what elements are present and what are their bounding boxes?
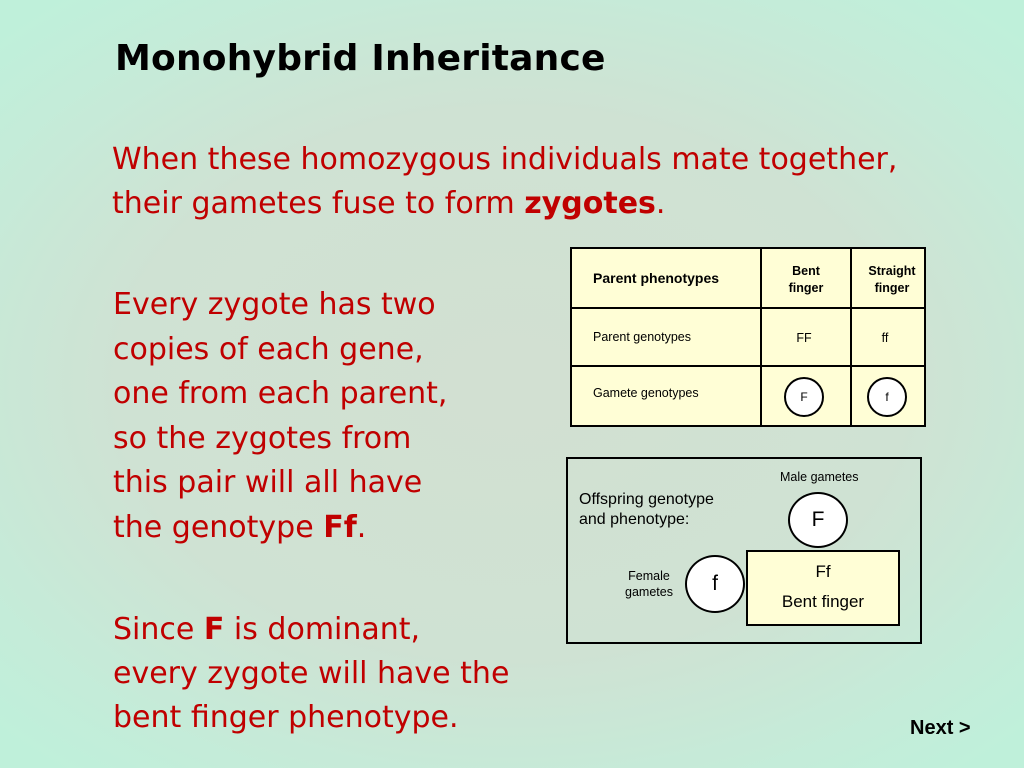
genotype-ff-dominant-cell — [761, 308, 851, 366]
parent-table — [570, 247, 926, 427]
dominance-prefix: Since — [113, 612, 204, 647]
gamete-recessive-cell — [851, 366, 925, 426]
explanation-line-2: copies of each gene, — [113, 331, 424, 367]
bent-finger-cell — [761, 248, 851, 308]
offspring-heading-line-2: and phenotype: — [579, 511, 690, 528]
straight-finger-label: Straight finger — [868, 264, 916, 295]
genotype-ff-recessive-cell — [851, 308, 925, 366]
gamete-recessive-label: f — [885, 390, 889, 404]
female-gametes-label — [618, 568, 680, 600]
male-gamete-circle — [788, 492, 848, 548]
offspring-heading-line-1: Offspring genotype — [579, 491, 714, 508]
explanation-line-4: so the zygotes from — [113, 420, 412, 456]
parent-phenotypes-label-cell — [571, 248, 761, 308]
gamete-genotypes-label-cell — [571, 366, 761, 426]
parent-genotypes-label: Parent genotypes — [593, 330, 691, 344]
slide-title: Monohybrid Inheritance — [115, 38, 606, 79]
intro-line-2 — [112, 182, 992, 226]
genotype-period: . — [356, 509, 367, 545]
gamete-dominant-label: F — [800, 390, 808, 404]
intro-line-2-text: their gametes fuse to form — [112, 186, 525, 221]
dominance-suffix: is dominant, — [224, 612, 421, 647]
genotype-prefix: the genotype — [113, 509, 324, 545]
offspring-box — [566, 457, 922, 644]
genotype-ff: Ff — [323, 509, 357, 545]
zygote-explanation — [113, 283, 543, 550]
bent-finger-label: Bent finger — [788, 264, 824, 295]
offspring-genotype: Ff — [815, 562, 831, 581]
male-gametes-label: Male gametes — [780, 470, 859, 484]
gamete-dominant-circle — [784, 377, 824, 417]
gamete-dominant-cell — [761, 366, 851, 426]
female-gamete-circle — [685, 555, 745, 613]
gamete-genotypes-label: Gamete genotypes — [593, 386, 699, 400]
offspring-phenotype: Bent finger — [781, 592, 865, 611]
female-gametes-line-1: Female — [628, 569, 670, 583]
female-gamete-label: f — [712, 572, 718, 595]
intro-line-1: When these homozygous individuals mate together, — [112, 142, 898, 177]
straight-finger-cell — [851, 248, 925, 308]
offspring-heading — [579, 490, 714, 530]
next-button[interactable]: Next > — [910, 717, 971, 739]
dominance-explanation — [113, 608, 573, 740]
dominance-line-3: bent finger phenotype. — [113, 700, 459, 735]
female-gametes-line-2: gametes — [625, 585, 673, 599]
offspring-result-cell — [746, 550, 900, 626]
explanation-line-6 — [113, 506, 543, 551]
intro-text — [112, 138, 992, 226]
genotype-dominant: FF — [796, 331, 812, 345]
parent-genotypes-label-cell — [571, 308, 761, 366]
explanation-line-5: this pair will all have — [113, 465, 423, 500]
gamete-recessive-circle — [867, 377, 907, 417]
explanation-line-3: one from each parent, — [113, 376, 448, 411]
zygotes-term: zygotes — [524, 186, 656, 221]
dominance-line-1 — [113, 608, 573, 652]
dominant-allele: F — [203, 612, 225, 647]
intro-line-2-period: . — [655, 186, 666, 221]
dominance-line-2: every zygote will have the — [113, 656, 510, 691]
male-gamete-label: F — [811, 508, 825, 531]
genotype-recessive: ff — [881, 331, 889, 345]
explanation-line-1: Every zygote has two — [113, 287, 436, 322]
parent-phenotypes-label: Parent phenotypes — [593, 270, 720, 286]
